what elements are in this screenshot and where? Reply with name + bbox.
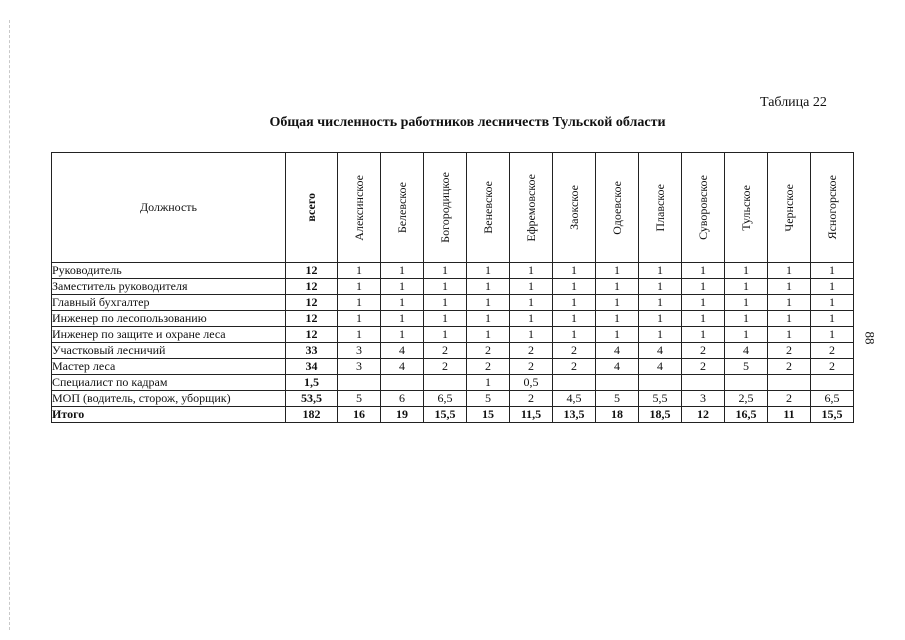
district-column-header xyxy=(381,153,424,263)
district-value-cell: 1 xyxy=(811,295,854,311)
district-value-cell: 11,5 xyxy=(510,407,553,423)
district-value-cell: 1 xyxy=(768,311,811,327)
district-value-cell: 1 xyxy=(682,311,725,327)
district-value-cell: 5 xyxy=(467,391,510,407)
district-value-cell: 4 xyxy=(596,343,639,359)
district-value-cell: 2,5 xyxy=(725,391,768,407)
position-cell: Участковый лесничий xyxy=(52,343,286,359)
page-number: 88 xyxy=(862,331,878,345)
district-value-cell: 4 xyxy=(639,359,682,375)
district-value-cell: 3 xyxy=(338,343,381,359)
position-cell: МОП (водитель, сторож, уборщик) xyxy=(52,391,286,407)
district-value-cell: 2 xyxy=(682,359,725,375)
district-value-cell: 2 xyxy=(510,359,553,375)
district-header-label: Чернское xyxy=(781,183,796,232)
district-value-cell: 5 xyxy=(596,391,639,407)
district-value-cell: 1 xyxy=(381,295,424,311)
total-cell: 12 xyxy=(286,263,338,279)
district-value-cell: 1 xyxy=(596,311,639,327)
district-value-cell: 6 xyxy=(381,391,424,407)
district-value-cell: 2 xyxy=(553,343,596,359)
district-value-cell xyxy=(596,375,639,391)
district-value-cell: 4 xyxy=(596,359,639,375)
district-value-cell: 1 xyxy=(768,279,811,295)
district-value-cell: 1 xyxy=(467,311,510,327)
table-body xyxy=(52,263,854,423)
district-value-cell: 0,5 xyxy=(510,375,553,391)
district-value-cell: 2 xyxy=(811,343,854,359)
district-value-cell xyxy=(768,375,811,391)
district-value-cell: 1 xyxy=(467,295,510,311)
table-row xyxy=(52,311,854,327)
district-value-cell: 1 xyxy=(682,263,725,279)
district-value-cell xyxy=(338,375,381,391)
district-value-cell: 1 xyxy=(510,295,553,311)
table-row xyxy=(52,279,854,295)
district-value-cell: 1 xyxy=(682,279,725,295)
district-header-label: Заокское xyxy=(566,185,581,230)
total-cell: 34 xyxy=(286,359,338,375)
district-column-header xyxy=(682,153,725,263)
district-value-cell: 2 xyxy=(811,359,854,375)
table-row xyxy=(52,375,854,391)
district-value-cell: 15 xyxy=(467,407,510,423)
district-value-cell: 1 xyxy=(682,327,725,343)
district-value-cell: 5 xyxy=(338,391,381,407)
table-row xyxy=(52,359,854,375)
district-value-cell: 2 xyxy=(768,391,811,407)
district-value-cell: 1 xyxy=(381,279,424,295)
total-cell: 53,5 xyxy=(286,391,338,407)
district-value-cell: 1 xyxy=(682,295,725,311)
district-value-cell: 1 xyxy=(553,311,596,327)
position-cell: Специалист по кадрам xyxy=(52,375,286,391)
district-value-cell: 1 xyxy=(553,327,596,343)
district-column-header xyxy=(725,153,768,263)
total-cell: 12 xyxy=(286,311,338,327)
position-cell: Инженер по лесопользованию xyxy=(52,311,286,327)
district-value-cell: 1 xyxy=(381,311,424,327)
district-value-cell: 1 xyxy=(768,263,811,279)
district-column-header xyxy=(811,153,854,263)
position-cell: Руководитель xyxy=(52,263,286,279)
district-value-cell xyxy=(725,375,768,391)
district-value-cell: 1 xyxy=(639,327,682,343)
district-value-cell: 1 xyxy=(553,263,596,279)
staff-table xyxy=(51,152,854,423)
district-header-label: Белевское xyxy=(394,181,409,234)
total-row-label: Итого xyxy=(52,407,286,423)
table-row xyxy=(52,327,854,343)
district-value-cell: 1 xyxy=(510,311,553,327)
district-value-cell: 1 xyxy=(424,311,467,327)
district-header-label: Богородицкое xyxy=(437,172,452,243)
district-value-cell: 3 xyxy=(682,391,725,407)
district-value-cell: 1 xyxy=(424,279,467,295)
district-value-cell: 18,5 xyxy=(639,407,682,423)
table-row xyxy=(52,263,854,279)
district-value-cell: 1 xyxy=(596,279,639,295)
district-value-cell: 2 xyxy=(768,359,811,375)
district-value-cell: 16,5 xyxy=(725,407,768,423)
district-value-cell: 16 xyxy=(338,407,381,423)
district-value-cell: 1 xyxy=(639,263,682,279)
district-header-label: Одоевское xyxy=(609,180,624,235)
district-header-label: Тульское xyxy=(738,184,753,231)
district-value-cell: 4 xyxy=(381,359,424,375)
total-cell: 182 xyxy=(286,407,338,423)
district-value-cell: 2 xyxy=(553,359,596,375)
district-value-cell xyxy=(381,375,424,391)
position-cell: Заместитель руководителя xyxy=(52,279,286,295)
district-value-cell: 1 xyxy=(811,279,854,295)
position-header-label: Должность xyxy=(139,200,198,214)
district-value-cell: 1 xyxy=(553,279,596,295)
district-value-cell: 2 xyxy=(682,343,725,359)
district-value-cell: 1 xyxy=(381,327,424,343)
district-value-cell: 1 xyxy=(639,279,682,295)
district-value-cell: 4 xyxy=(381,343,424,359)
table-label: Таблица 22 xyxy=(760,95,827,110)
district-value-cell: 2 xyxy=(510,343,553,359)
district-value-cell: 1 xyxy=(424,263,467,279)
district-value-cell: 1 xyxy=(768,295,811,311)
total-header-label: всего xyxy=(304,193,318,222)
total-row xyxy=(52,407,854,423)
position-cell: Мастер леса xyxy=(52,359,286,375)
position-cell: Главный бухгалтер xyxy=(52,295,286,311)
district-column-header xyxy=(596,153,639,263)
district-value-cell: 1 xyxy=(725,279,768,295)
district-value-cell xyxy=(811,375,854,391)
district-header-label: Суворовское xyxy=(695,175,710,240)
district-value-cell: 1 xyxy=(338,311,381,327)
district-value-cell: 1 xyxy=(338,295,381,311)
district-value-cell: 1 xyxy=(596,327,639,343)
scan-edge-line xyxy=(9,20,10,630)
district-value-cell: 1 xyxy=(381,263,424,279)
district-value-cell: 1 xyxy=(510,327,553,343)
total-cell: 1,5 xyxy=(286,375,338,391)
district-value-cell: 1 xyxy=(338,327,381,343)
table-header-row xyxy=(52,153,854,263)
district-value-cell: 1 xyxy=(467,263,510,279)
district-value-cell: 1 xyxy=(596,295,639,311)
district-value-cell: 1 xyxy=(467,375,510,391)
district-value-cell: 2 xyxy=(510,391,553,407)
district-value-cell: 2 xyxy=(424,359,467,375)
district-value-cell: 4 xyxy=(639,343,682,359)
table-row xyxy=(52,295,854,311)
district-value-cell: 3 xyxy=(338,359,381,375)
district-value-cell: 13,5 xyxy=(553,407,596,423)
district-value-cell xyxy=(639,375,682,391)
total-cell: 12 xyxy=(286,295,338,311)
table-row xyxy=(52,391,854,407)
district-value-cell: 11 xyxy=(768,407,811,423)
district-value-cell: 2 xyxy=(467,359,510,375)
district-value-cell: 15,5 xyxy=(424,407,467,423)
district-value-cell: 1 xyxy=(639,311,682,327)
district-value-cell: 1 xyxy=(510,263,553,279)
district-column-header xyxy=(639,153,682,263)
district-value-cell: 1 xyxy=(424,327,467,343)
district-value-cell xyxy=(682,375,725,391)
district-value-cell: 1 xyxy=(725,311,768,327)
district-value-cell: 1 xyxy=(725,263,768,279)
district-value-cell: 6,5 xyxy=(424,391,467,407)
district-value-cell: 1 xyxy=(596,263,639,279)
total-cell: 12 xyxy=(286,279,338,295)
district-column-header xyxy=(338,153,381,263)
district-header-label: Ясногорское xyxy=(824,175,839,240)
district-column-header xyxy=(768,153,811,263)
district-value-cell: 1 xyxy=(768,327,811,343)
district-value-cell: 4 xyxy=(725,343,768,359)
district-value-cell: 1 xyxy=(553,295,596,311)
district-value-cell: 5 xyxy=(725,359,768,375)
district-value-cell xyxy=(424,375,467,391)
total-cell: 12 xyxy=(286,327,338,343)
district-value-cell: 5,5 xyxy=(639,391,682,407)
district-value-cell: 2 xyxy=(467,343,510,359)
district-value-cell xyxy=(553,375,596,391)
district-value-cell: 2 xyxy=(424,343,467,359)
district-header-label: Ефремовское xyxy=(523,173,538,242)
district-value-cell: 1 xyxy=(639,295,682,311)
district-column-header xyxy=(553,153,596,263)
district-value-cell: 19 xyxy=(381,407,424,423)
district-header-label: Плавское xyxy=(652,183,667,232)
district-value-cell: 1 xyxy=(510,279,553,295)
district-value-cell: 1 xyxy=(338,263,381,279)
district-value-cell: 1 xyxy=(467,327,510,343)
district-value-cell: 1 xyxy=(467,279,510,295)
position-column-header xyxy=(52,153,286,263)
position-cell: Инженер по защите и охране леса xyxy=(52,327,286,343)
document-title: Общая численность работников лесничеств Тульской области xyxy=(269,115,666,130)
district-value-cell: 1 xyxy=(725,295,768,311)
district-value-cell: 15,5 xyxy=(811,407,854,423)
district-value-cell: 1 xyxy=(811,311,854,327)
district-header-label: Веневское xyxy=(480,181,495,234)
district-value-cell: 6,5 xyxy=(811,391,854,407)
district-column-header xyxy=(424,153,467,263)
district-value-cell: 18 xyxy=(596,407,639,423)
total-cell: 33 xyxy=(286,343,338,359)
district-value-cell: 1 xyxy=(811,263,854,279)
district-value-cell: 1 xyxy=(811,327,854,343)
district-header-label: Алексинское xyxy=(351,174,366,241)
district-value-cell: 1 xyxy=(725,327,768,343)
district-column-header xyxy=(510,153,553,263)
district-column-header xyxy=(467,153,510,263)
table-row xyxy=(52,343,854,359)
district-value-cell: 1 xyxy=(338,279,381,295)
district-value-cell: 12 xyxy=(682,407,725,423)
district-value-cell: 2 xyxy=(768,343,811,359)
district-value-cell: 1 xyxy=(424,295,467,311)
district-value-cell: 4,5 xyxy=(553,391,596,407)
total-column-header xyxy=(286,153,338,263)
